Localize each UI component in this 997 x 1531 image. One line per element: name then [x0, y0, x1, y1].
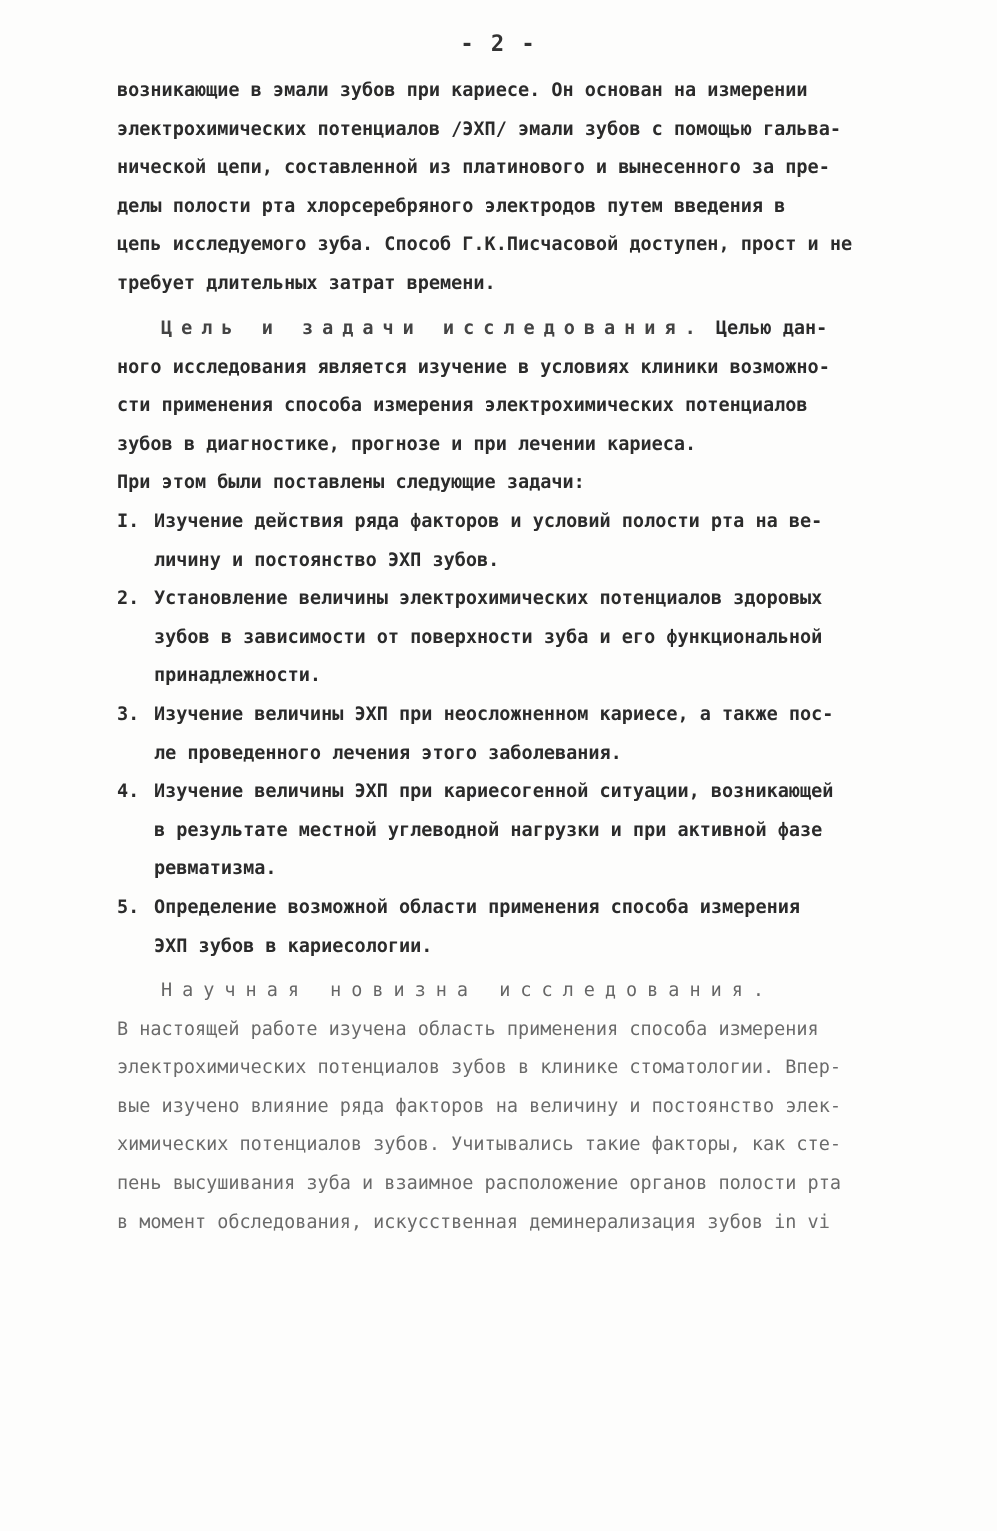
task-line: в результате местной углеводной нагрузки и при активной фазе: [154, 819, 823, 841]
novelty-line: электрохимических потенциалов зубов в клинике стоматологии. Впер-: [117, 1057, 841, 1079]
page-number: - 2 -: [460, 32, 537, 57]
task-text: Определение возможной области применения способа измерения: [154, 896, 801, 918]
text-line: электрохимических потенциалов /ЭХП/ эмали зубов с помощью гальва-: [117, 118, 841, 140]
task-number: 4.: [117, 781, 140, 803]
goals-line: При этом были поставлены следующие задачи:: [117, 472, 585, 494]
text-line: цепь исследуемого зуба. Способ Г.К.Писчасовой доступен, прост и не: [117, 234, 853, 256]
list-item: [117, 696, 877, 773]
task-line: ле проведенного лечения этого заболевания.: [154, 742, 622, 764]
goals-line: зубов в диагностике, прогнозе и при лечении кариеса.: [117, 433, 697, 455]
task-text: Установление величины электрохимических потенциалов здоровых: [154, 588, 823, 610]
goals-first-line: [117, 310, 877, 349]
task-text: Изучение величины ЭХП при неосложненном кариесе, а также пос-: [154, 703, 834, 725]
goals-line: Целью дан-: [704, 318, 828, 339]
novelty-line: пень высушивания зуба и взаимное расположение органов полости рта: [117, 1172, 841, 1194]
task-line: принадлежности.: [154, 665, 322, 687]
task-line: [117, 773, 877, 812]
text-line: делы полости рта хлорсеребряного электродов путем введения в: [117, 195, 786, 217]
goals-line: ного исследования является изучение в условиях клиники возможно-: [117, 356, 830, 378]
tasks-list: [117, 503, 877, 966]
novelty-line: в момент обследования, искусственная деминерализация зубов in vi: [117, 1211, 830, 1233]
task-line: [117, 503, 877, 542]
intro-paragraph: [117, 72, 877, 304]
task-line: [117, 696, 877, 735]
task-number: 3.: [117, 703, 140, 725]
text-line: возникающие в эмали зубов при кариесе. Он основан на измерении: [117, 80, 808, 101]
novelty-line: В настоящей работе изучена область применения способа измерения: [117, 1018, 819, 1040]
task-line: [117, 580, 877, 619]
task-line: личину и постоянство ЭХП зубов.: [154, 549, 500, 571]
task-number: 2.: [117, 588, 140, 610]
task-text: Изучение действия ряда факторов и условий полости рта на ве-: [154, 511, 823, 532]
task-text: Изучение величины ЭХП при кариесогенной ситуации, возникающей: [154, 781, 834, 803]
goals-heading: Цель и задачи исследования.: [161, 318, 705, 339]
task-number: 5.: [117, 896, 140, 918]
task-line: [117, 889, 877, 928]
list-item: [117, 773, 877, 889]
task-line: ревматизма.: [154, 858, 277, 880]
task-line: ЭХП зубов в кариесологии.: [154, 935, 433, 957]
novelty-line: вые изучено влияние ряда факторов на величину и постоянство элек-: [117, 1095, 841, 1117]
novelty-heading: Научная новизна исследования.: [161, 980, 775, 1001]
novelty-section: [117, 972, 877, 1242]
text-line: нической цепи, составленной из платинового и вынесенного за пре-: [117, 157, 830, 179]
task-number: I.: [117, 511, 140, 532]
goals-line: сти применения способа измерения электрохимических потенциалов: [117, 395, 808, 417]
list-item: [117, 889, 877, 966]
novelty-line: химических потенциалов зубов. Учитывались такие факторы, как сте-: [117, 1134, 841, 1156]
goals-section: [117, 310, 877, 503]
novelty-heading-line: [117, 972, 877, 1011]
task-line: зубов в зависимости от поверхности зуба и его функциональной: [154, 626, 823, 648]
list-item: [117, 503, 877, 580]
text-line: требует длительных затрат времени.: [117, 272, 496, 294]
list-item: [117, 580, 877, 696]
